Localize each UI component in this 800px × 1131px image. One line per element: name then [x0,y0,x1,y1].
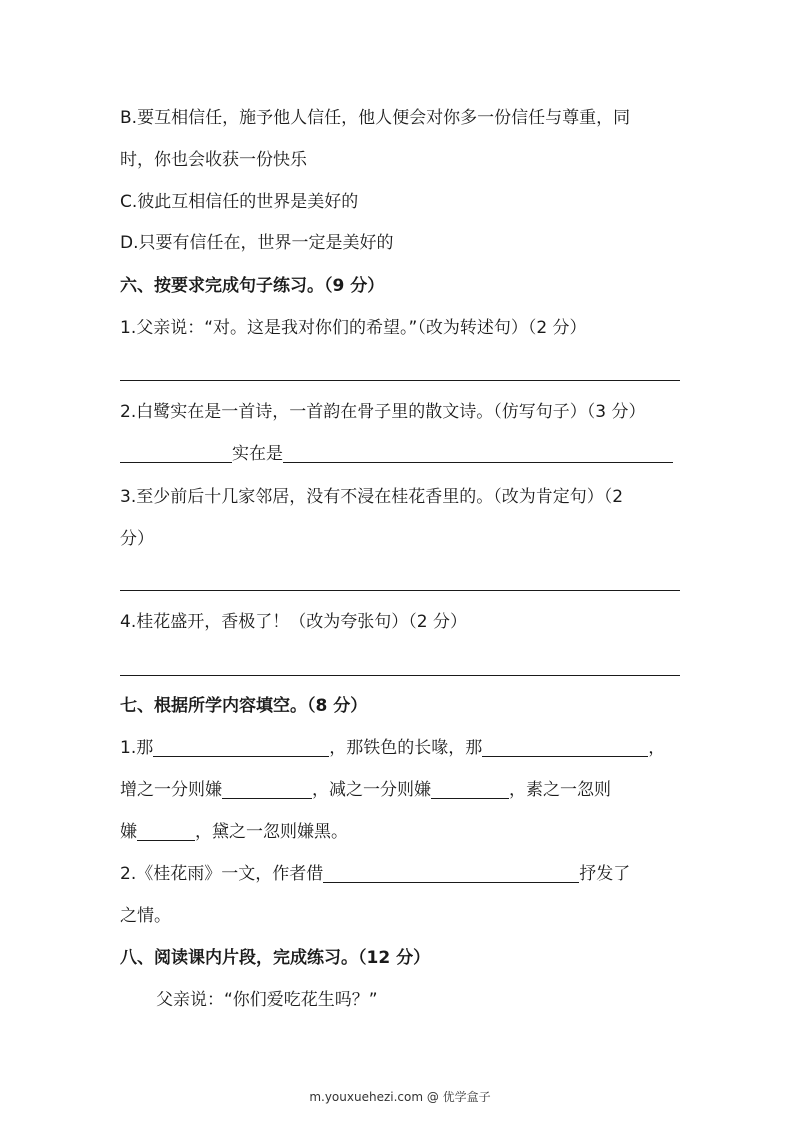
section7-q2-line2: 之情。 [120,906,171,926]
section6-q3-line2: 分） [120,529,154,549]
q1-text-e: ，减之一分则嫌 [312,780,431,800]
q4-answer-line[interactable] [120,675,680,676]
q1-answer-line[interactable] [120,380,680,381]
q1-text-d: 增之一分则嫌 [120,780,222,800]
section6-q4: 4.桂花盛开，香极了！（改为夸张句）（2 分） [120,612,467,632]
q2-text-a: 2.《桂花雨》一文，作者借 [120,864,324,884]
section6-q2: 2.白鹭实在是一首诗，一首韵在骨子里的散文诗。（仿写句子）（3 分） [120,402,646,422]
section8-paragraph1: 父亲说：“你们爱吃花生吗？” [156,990,378,1010]
option-c: C.彼此互相信任的世界是美好的 [120,192,359,212]
section6-q1: 1.父亲说：“对。这是我对你们的希望。”（改为转述句）（2 分） [120,318,587,338]
s7q2-blank[interactable] [323,862,579,883]
section7-q1-line1 [120,736,665,760]
q1-text-f: ，素之一忽则 [509,780,611,800]
section6-title: 六、按要求完成句子练习。（9 分） [120,276,385,296]
option-b-line2: 时，你也会收获一份快乐 [120,150,307,170]
section7-q1-line3 [120,820,348,844]
section6-q3-line1: 3.至少前后十几家邻居，没有不浸在桂花香里的。（改为肯定句）（2 [120,487,624,507]
page-footer: m.youxuehezi.com @ 优学盒子 [309,1090,491,1104]
q2-fill-line [120,442,673,466]
s7q1-blank-5[interactable] [137,820,195,841]
section7-q2-line1 [120,862,630,886]
q1-text-g: 嫌 [120,822,137,842]
q1-text-h: ，黛之一忽则嫌黑。 [195,822,348,842]
s7q1-blank-2[interactable] [482,736,648,757]
section8-title: 八、阅读课内片段，完成练习。（12 分） [120,948,431,968]
s7q1-blank-1[interactable] [153,736,329,757]
section7-q1-line2 [120,778,611,802]
q2-blank-1[interactable] [120,442,232,463]
q1-text-b: ，那铁色的长喙，那 [329,738,483,758]
option-d: D.只要有信任在，世界一定是美好的 [120,233,394,253]
q1-text-c: ， [648,738,666,758]
q2-fill-text: 实在是 [232,444,283,464]
option-b-line1: B.要互相信任，施予他人信任，他人便会对你多一份信任与尊重，同 [120,108,631,128]
q1-text-a: 1.那 [120,738,154,758]
q3-answer-line[interactable] [120,590,680,591]
s7q1-blank-4[interactable] [431,778,509,799]
q2-text-b: 抒发了 [579,864,631,884]
q2-blank-2[interactable] [283,442,673,463]
section7-title: 七、根据所学内容填空。（8 分） [120,696,368,716]
s7q1-blank-3[interactable] [222,778,312,799]
